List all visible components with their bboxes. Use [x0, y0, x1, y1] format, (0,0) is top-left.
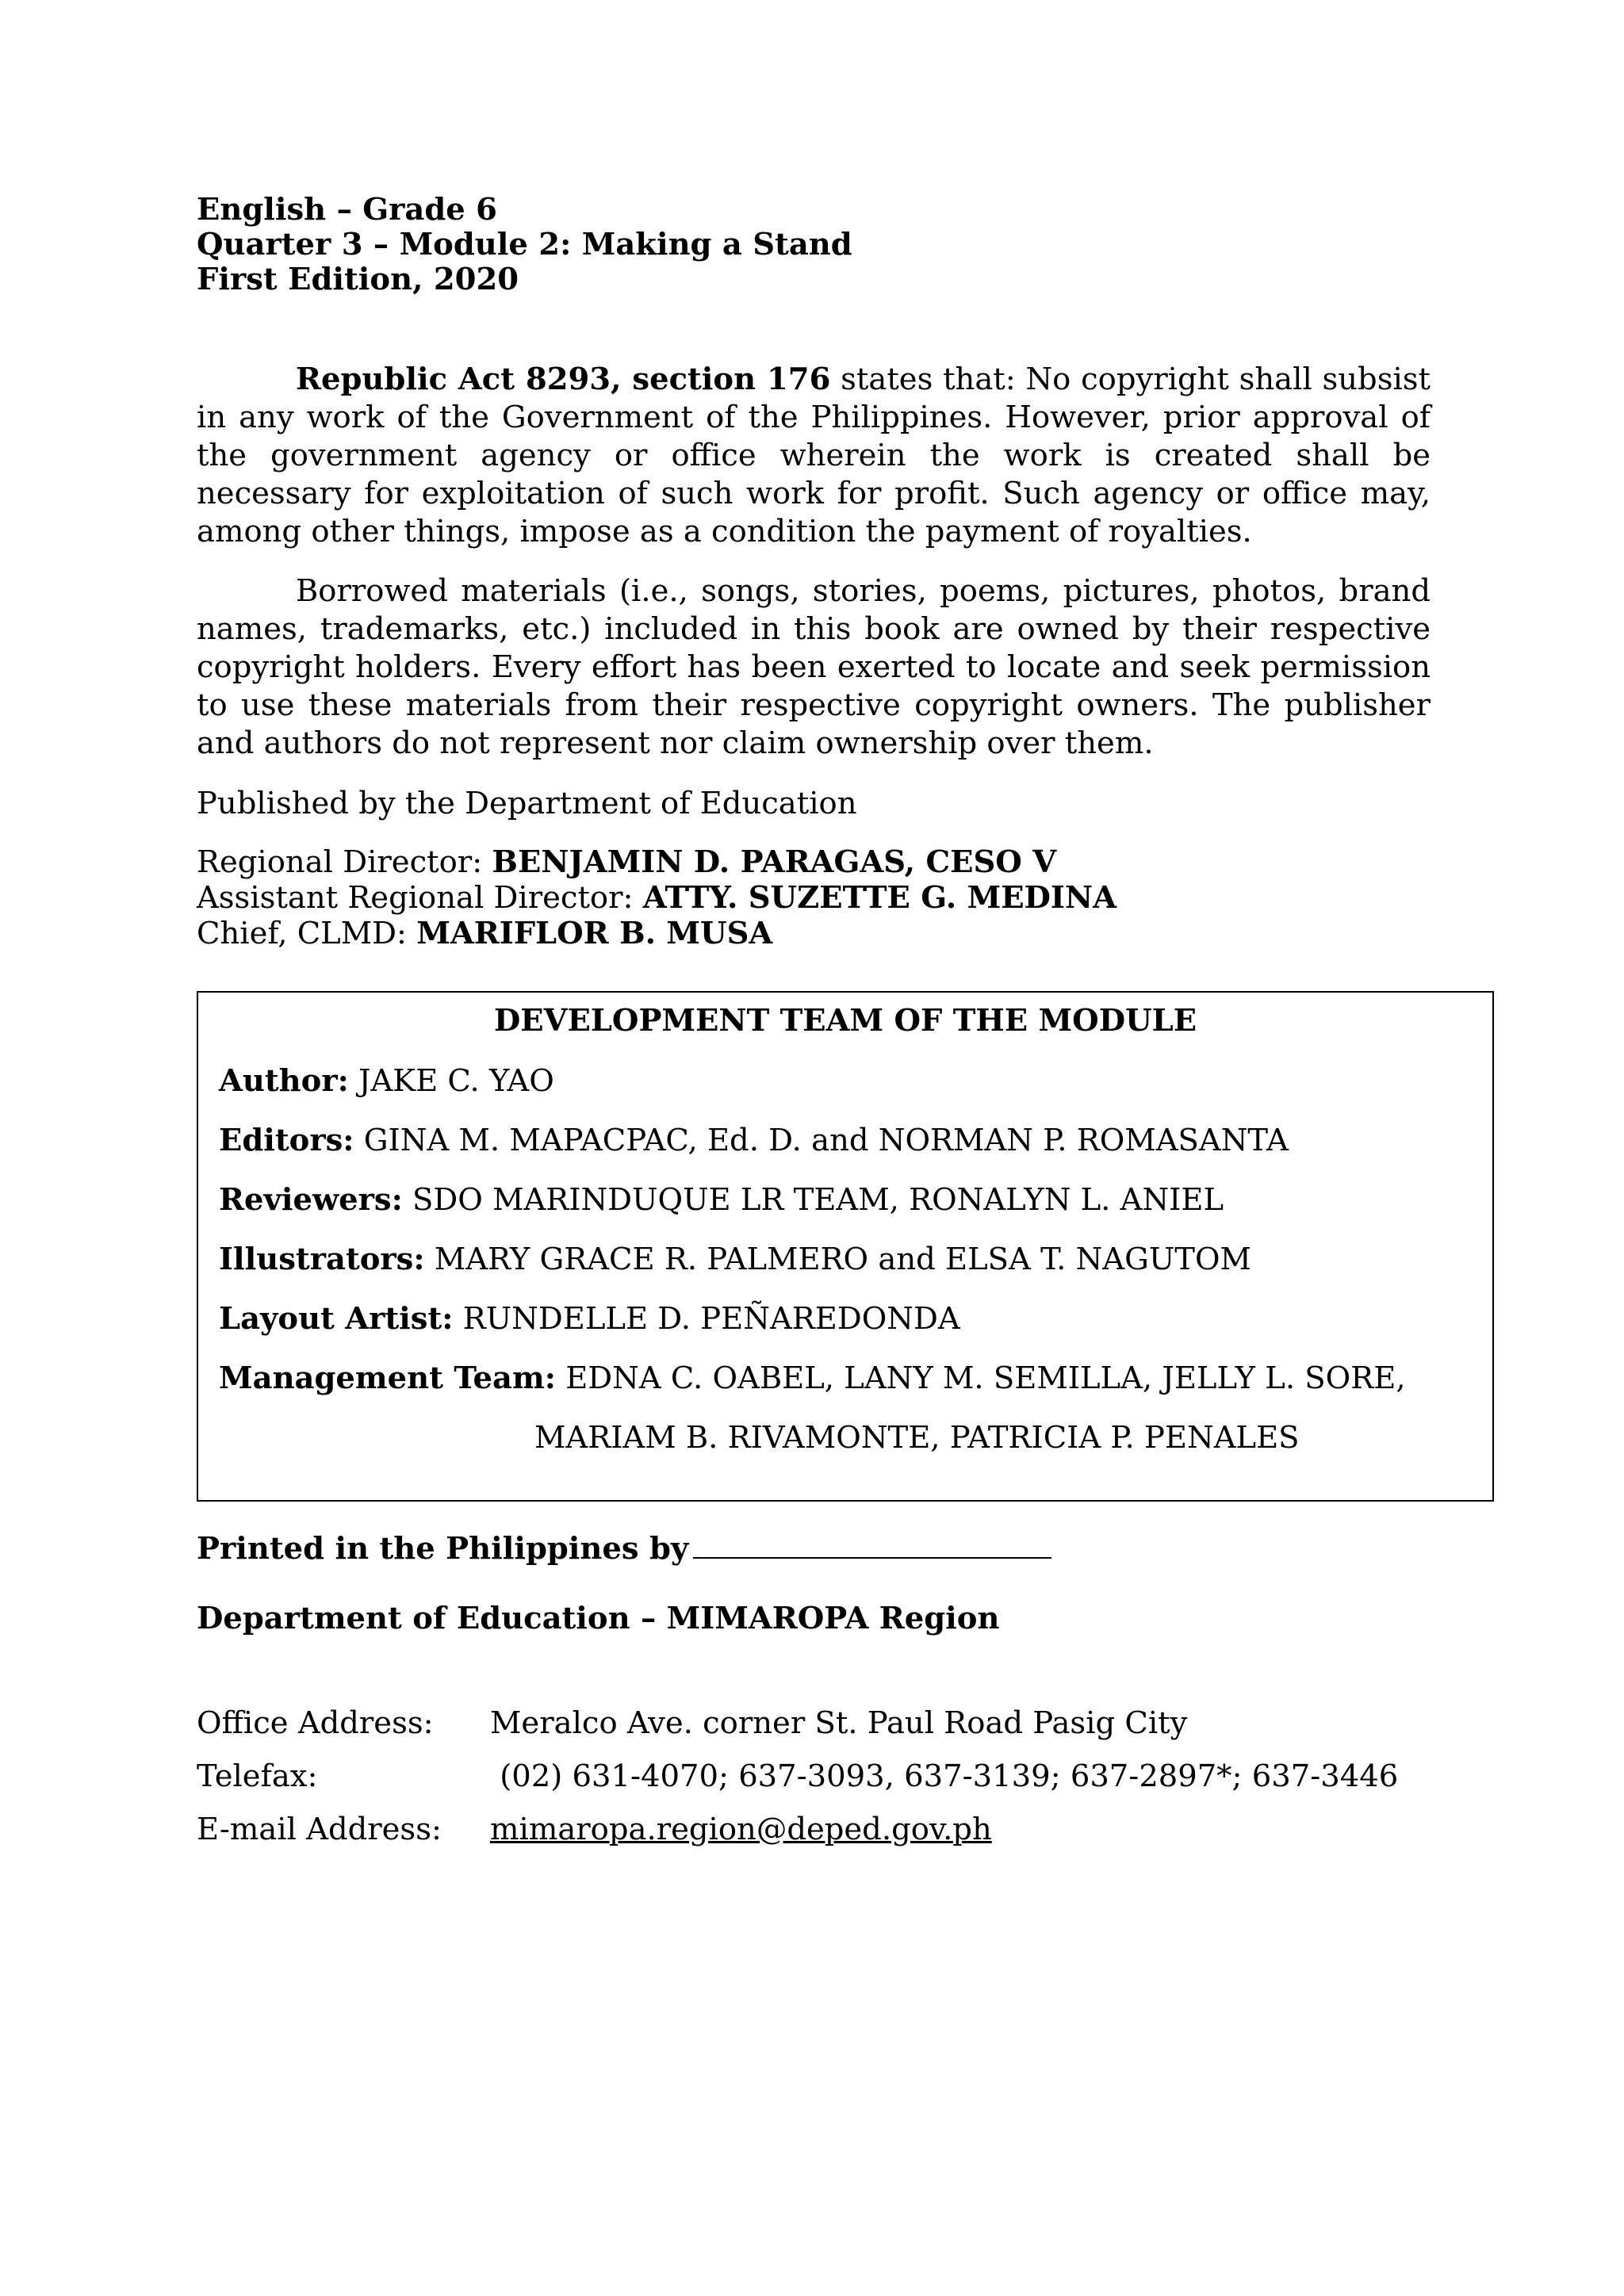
- module-title: Quarter 3 – Module 2: Making a Stand: [197, 227, 852, 262]
- layout-artist-label: Layout Artist:: [219, 1301, 454, 1337]
- officials-block: [197, 844, 1116, 951]
- layout-artist-row: [219, 1300, 960, 1338]
- management-team-value: EDNA C. OABEL, LANY M. SEMILLA, JELLY L. SORE,: [555, 1360, 1406, 1396]
- management-team-row-continued: MARIAM B. RIVAMONTE, PATRICIA P. PENALES: [534, 1420, 1300, 1456]
- regional-director-line: [197, 844, 1116, 880]
- illustrators-label: Illustrators:: [219, 1242, 425, 1277]
- copyright-paragraph-1-text: states that: No copyright shall subsist in any work of the Government of the Philippines. However, prior approval of the government agency or office wherein the work is created shall be necessary for exploitation of such work for profit. Such agency or office may, among other things, impose as a condition the payment of royalties.: [197, 362, 1431, 549]
- reviewers-row: [219, 1181, 1224, 1219]
- printed-line: [197, 1529, 1051, 1568]
- assistant-director-name: ATTY. SUZETTE G. MEDINA: [642, 880, 1116, 916]
- chief-label: Chief, CLMD:: [197, 916, 417, 951]
- author-label: Author:: [219, 1063, 349, 1099]
- email-row: [197, 1811, 992, 1849]
- reviewers-label: Reviewers:: [219, 1182, 403, 1218]
- email-link[interactable]: mimaropa.region@deped.gov.ph: [490, 1812, 992, 1847]
- editors-row: [219, 1122, 1289, 1160]
- subject-title: English – Grade 6: [197, 192, 497, 228]
- edition-title: First Edition, 2020: [197, 262, 519, 297]
- assistant-director-line: [197, 880, 1116, 916]
- assistant-director-label: Assistant Regional Director:: [197, 880, 643, 916]
- region-heading: Department of Education – MIMAROPA Region: [197, 1601, 1000, 1636]
- chief-line: [197, 916, 1116, 951]
- printed-label: Printed in the Philippines by: [197, 1531, 689, 1567]
- office-address-row: [197, 1705, 1187, 1743]
- management-team-label: Management Team:: [219, 1360, 556, 1396]
- editors-label: Editors:: [219, 1123, 354, 1158]
- title-block: [197, 193, 852, 297]
- author-value: JAKE C. YAO: [348, 1063, 554, 1099]
- management-team-row: [219, 1360, 1406, 1398]
- regional-director-label: Regional Director:: [197, 844, 492, 880]
- layout-artist-value: RUNDELLE D. PEÑAREDONDA: [453, 1301, 960, 1337]
- publisher-line: Published by the Department of Education: [197, 786, 857, 821]
- regional-director-name: BENJAMIN D. PARAGAS, CESO V: [492, 844, 1057, 880]
- telefax-label: Telefax:: [197, 1758, 318, 1794]
- editors-value: GINA M. MAPACPAC, Ed. D. and NORMAN P. ROMASANTA: [354, 1123, 1289, 1158]
- office-address-label: Office Address:: [197, 1705, 434, 1741]
- office-address-value: Meralco Ave. corner St. Paul Road Pasig City: [490, 1705, 1188, 1741]
- telefax-row: [197, 1758, 1398, 1796]
- printer-blank-line: [693, 1529, 1051, 1559]
- illustrators-value: MARY GRACE R. PALMERO and ELSA T. NAGUTOM: [424, 1242, 1251, 1277]
- illustrators-row: [219, 1241, 1251, 1279]
- telefax-value: (02) 631-4070; 637-3093, 637-3139; 637-2897*; 637-3446: [490, 1758, 1399, 1794]
- development-team-heading: DEVELOPMENT TEAM OF THE MODULE: [493, 1003, 1197, 1039]
- email-label: E-mail Address:: [197, 1812, 442, 1847]
- republic-act-reference: Republic Act 8293, section 176: [296, 362, 831, 397]
- copyright-paragraph-1: [197, 361, 1431, 551]
- author-row: [219, 1062, 554, 1100]
- development-team-box: [197, 991, 1494, 1502]
- reviewers-value: SDO MARINDUQUE LR TEAM, RONALYN L. ANIEL: [402, 1182, 1224, 1218]
- chief-name: MARIFLOR B. MUSA: [416, 916, 773, 951]
- copyright-paragraph-2: Borrowed materials (i.e., songs, stories, poems, pictures, photos, brand names, trademarks, etc.) included in this book are owned by their respective copyright holders. Every effort has been exerted to locate and seek permission to use these materials from their respective copyright owners. The publisher and authors do not represent nor claim ownership over them.: [197, 573, 1431, 761]
